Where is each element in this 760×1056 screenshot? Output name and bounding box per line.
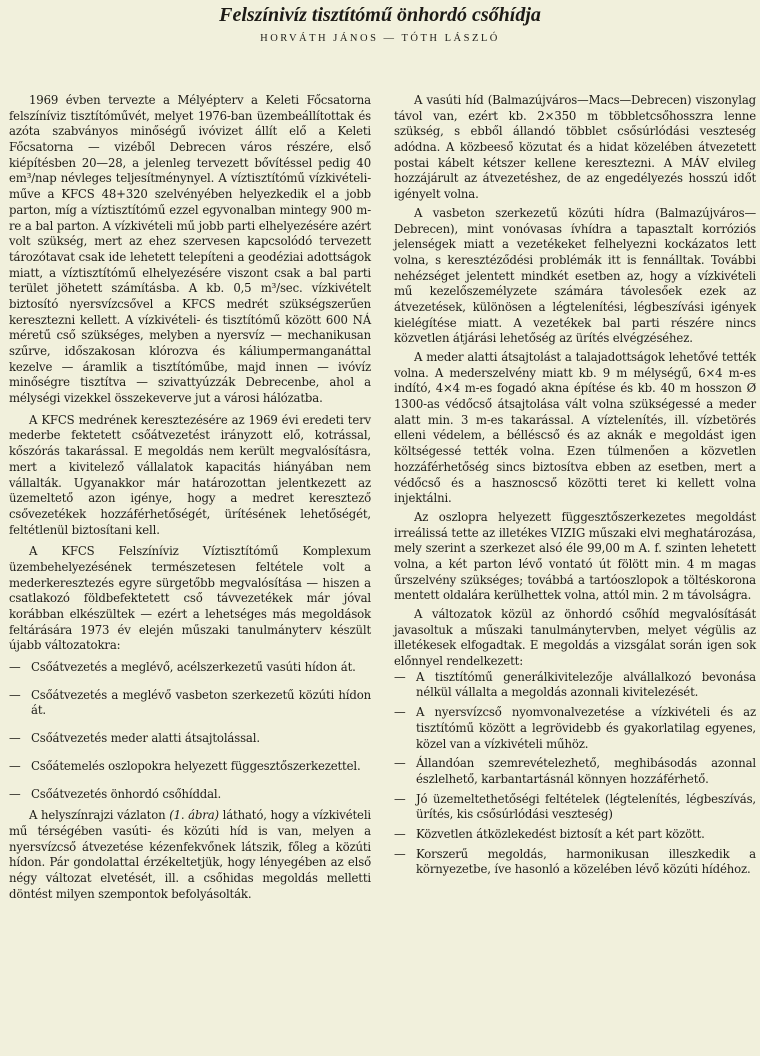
variant-list — [9, 660, 371, 802]
left-paragraph-2: A KFCS medrének keresztezésére az 1969 évi eredeti terv mederbe fektetett csőátvezetést irányzott elő, kotrással, kőszórás takarással. E megoldás nem került megvalósításra, mert a kivitelező vállalatok kapacitás hiányában nem vállalták. Ugyanakkor már határozottan jelentkezett az üzemeltető azon igénye, hogy a medret keresztező csővezetékek hozzáférhetőségét, ürítésének lehetőségét, feltétlenül biztosítani kell. — [9, 412, 371, 537]
list-item-text: Csőátvezetés meder alatti átsajtolással. — [31, 731, 260, 746]
list-item — [394, 847, 756, 878]
list-item — [9, 759, 371, 775]
advantage-list — [394, 670, 756, 878]
right-paragraph-5: A változatok közül az önhordó csőhíd megvalósítását javasoltuk a műszaki tanulmánytervben, melyet végülis az illetékesek elfogadtak. E megoldás a vizsgálat során igen sok előnnyel rendelkezett: — [394, 607, 756, 669]
list-item-text: Állandóan szemrevételezhető, meghibásodás azonnal észlelhető, karbantartásnál könnyen hozzáférhető. — [416, 756, 756, 786]
left-paragraph-3: A KFCS Felszíníviz Víztisztítómű Komplexum üzembehelyezésének természetesen feltétele volt a mederkeresztezés egyre sürgetőbb megvalósítása — hiszen a csatlakozó földbefektetett cső távvezetékek már jóval korábban elkészültek — ezért a lehetséges más megoldások feltárására 1973 év elején műszaki tanulmányterv készült újabb változatokra: — [9, 544, 371, 653]
paragraph-text: látható, hogy a vízkivételi mű térségében vasúti- és közúti híd is van, melyen a nyersvízcső átvezetése kézenfekvőnek látszik, főleg a közúti hídon. Pár gondolattal érzékeltetjük, hogy lényegében az első négy változat elvetését, ill. a csőhidas megoldás melletti döntést milyen szempontok befolyásolták. — [9, 808, 371, 901]
list-item-text: A tisztítómű generálkivitelezője alvállalkozó bevonása nélkül vállalta a megoldás azonnali kivitelezését. — [416, 669, 756, 700]
left-paragraph-4 — [9, 808, 371, 902]
figure-reference: (1. ábra) — [169, 808, 219, 823]
dash-marker: — — [9, 731, 21, 746]
list-item — [9, 688, 371, 719]
list-item-text: Csőátvezetés önhordó csőhíddal. — [31, 786, 222, 801]
dash-marker: — — [394, 669, 406, 684]
list-item-text: Jó üzemeltethetőségi feltételek (légtelenítés, légbeszívás, ürítés, kis csősúrlódási veszteség) — [416, 791, 756, 822]
left-column — [9, 93, 371, 902]
article-title: Felszínivíz tisztítómű önhordó csőhídja — [219, 4, 541, 26]
dash-marker: — — [394, 756, 406, 771]
right-column — [394, 93, 756, 882]
dash-marker: — — [9, 758, 21, 773]
dash-marker: — — [394, 826, 406, 841]
left-paragraph-1: 1969 évben tervezte a Mélyépterv a Keleti Főcsatorna felszíníviz tisztítóművét, melyet 1976-ban üzembeállítottak és azóta szabványos minőségű ivóvizet állít elő a Keleti Főcsatorna — vizéből Debrecen város részére, első kiépítésben 20—28, a jelenleg tervezett bővítéssel pedig 40 em³/nap névleges teljesítménynyel. A víztisztítómű vízkivételi-műve a KFCS 48+320 szelvényében helyezkedik el a jobb parton, míg a víztisztítómű ezzel egyvonalban mintegy 900 m-re a bal parton. A vízkivételi mű jobb parti elhelyezésére azért volt szükség, mert az ehez szervesen kapcsolódó tervezett tározótavat csak ide lehetett telepíteni a geodéziai adottságok miatt, a víztisztítómű elhelyezésére viszont csak a bal parti terület jöhetett számításba. A kb. 0,5 m³/sec. vízkivételt biztosító nyersvízcsővel a KFCS medrét szükségszerűen keresztezni kellett. A vízkivételi- és tisztítómű között 600 NÁ méretű cső szükséges, melyben a nyersvíz — mechanikusan szűrve, időszakosan klórozva és káliumpermanganáttal kezelve — áramlik a tisztítóműbe, majd innen — ivóvíz minőségre tisztítva — szivattyúzzák Debrecenbe, ahol a mélységi vizekkel összekeverve jut a városi hálózatba. — [9, 93, 371, 406]
list-item — [394, 792, 756, 823]
paragraph-text: A helyszínrajzi vázlaton — [29, 808, 170, 823]
right-paragraph-4: Az oszlopra helyezett függesztőszerkezetes megoldást irreálissá tette az illetékes VIZIG műszaki elvi meghatározása, mely szerint a szerkezet alsó éle 99,00 m A. f. szinten lehetett volna, a két parton lévő vontató út fölött min. 4 m magas űrszelvény szükséges; továbbá a tartóoszlopok a töltéskorona mentett oldalára kerülhettek volna, attól min. 2 m távolságra. — [394, 509, 756, 603]
dash-marker: — — [9, 687, 21, 702]
article-authors: HORVÁTH JÁNOS — TÓTH LÁSZLÓ — [260, 33, 500, 44]
dash-marker: — — [9, 660, 21, 675]
dash-marker: — — [9, 786, 21, 801]
list-item-text: A nyersvízcső nyomvonalvezetése a vízkivételi és az tisztítómű között a legrövidebb és gyakorlatilag egyenes, közel van a vízkivételi műhöz. — [416, 705, 756, 751]
list-item — [9, 787, 371, 803]
list-item — [394, 705, 756, 752]
list-item-text: Közvetlen átközlekedést biztosít a két part között. — [416, 826, 705, 841]
list-item-text: Korszerű megoldás, harmonikusan illeszkedik a környezetbe, íve hasonló a közelében lévő közúti hídéhoz. — [416, 846, 756, 877]
dash-marker: — — [394, 846, 406, 861]
right-paragraph-3: A meder alatti átsajtolást a talajadottságok lehetővé tették volna. A mederszelvény miatt kb. 9 m mélységű, 6×4 m-es indító, 4×4 m-es fogadó akna építése és kb. 40 m hosszon Ø 1300-as védőcső átsajtolása vált volna szükségessé a meder alatt min. 3 m-es takarással. A víztelenítés, ill. vízbetörés elleni védelem, a bélléscső és az aknák e megoldást igen költségessé tették volna. Ezen túlmenően a közvetlen hozzáférhetőség sincs biztosítva ebben az esetben, mert a védőcső és a hasznoscső közötti teret ki kellett volna injektálni. — [394, 350, 756, 506]
list-item — [9, 731, 371, 747]
list-item-text: Csőátemelés oszlopokra helyezett függesztőszerkezettel. — [31, 758, 361, 773]
right-paragraph-2: A vasbeton szerkezetű közúti hídra (Balmazújváros—Debrecen), mint vonóvasas ívhídra a tapasztalt korróziós jelenségek miatt a vezetékeket felhelyezni kockázatos lett volna, s keresztéződési problémák itt is fennálltak. További nehézséget jelentett mindkét esetben az, hogy a vízkivételi mű kezelőszemélyzete számára távolesőek ezek az átvezetések, különösen a légtelenítési, légbeszívási igények kielégítése miatt. A vezetékek bal parti részére nincs közvetlen átjárási lehetőség az ürítés elvégzéséhez. — [394, 205, 756, 346]
list-item — [394, 756, 756, 787]
list-item — [9, 660, 371, 676]
list-item-text: Csőátvezetés a meglévő, acélszerkezetű vasúti hídon át. — [31, 660, 356, 675]
dash-marker: — — [394, 705, 406, 720]
dash-marker: — — [394, 791, 406, 806]
list-item — [394, 827, 756, 843]
list-item-text: Csőátvezetés a meglévő vasbeton szerkezetű közúti hídon át. — [31, 687, 371, 718]
right-paragraph-1: A vasúti híd (Balmazújváros—Macs—Debrecen) viszonylag távol van, ezért kb. 2×350 m többletcsőhosszra lenne szükség, s ebből állandó többlet csősúrlódási veszteség adódna. A közbeeső közutat és a hidat közelében átvezetett postai kábelt kétszer kellene keresztezni. A MÁV elvileg hozzájárult az átvezetéshez, de az engedélyezés hosszú időt igényelt volna. — [394, 93, 756, 202]
list-item — [394, 670, 756, 701]
